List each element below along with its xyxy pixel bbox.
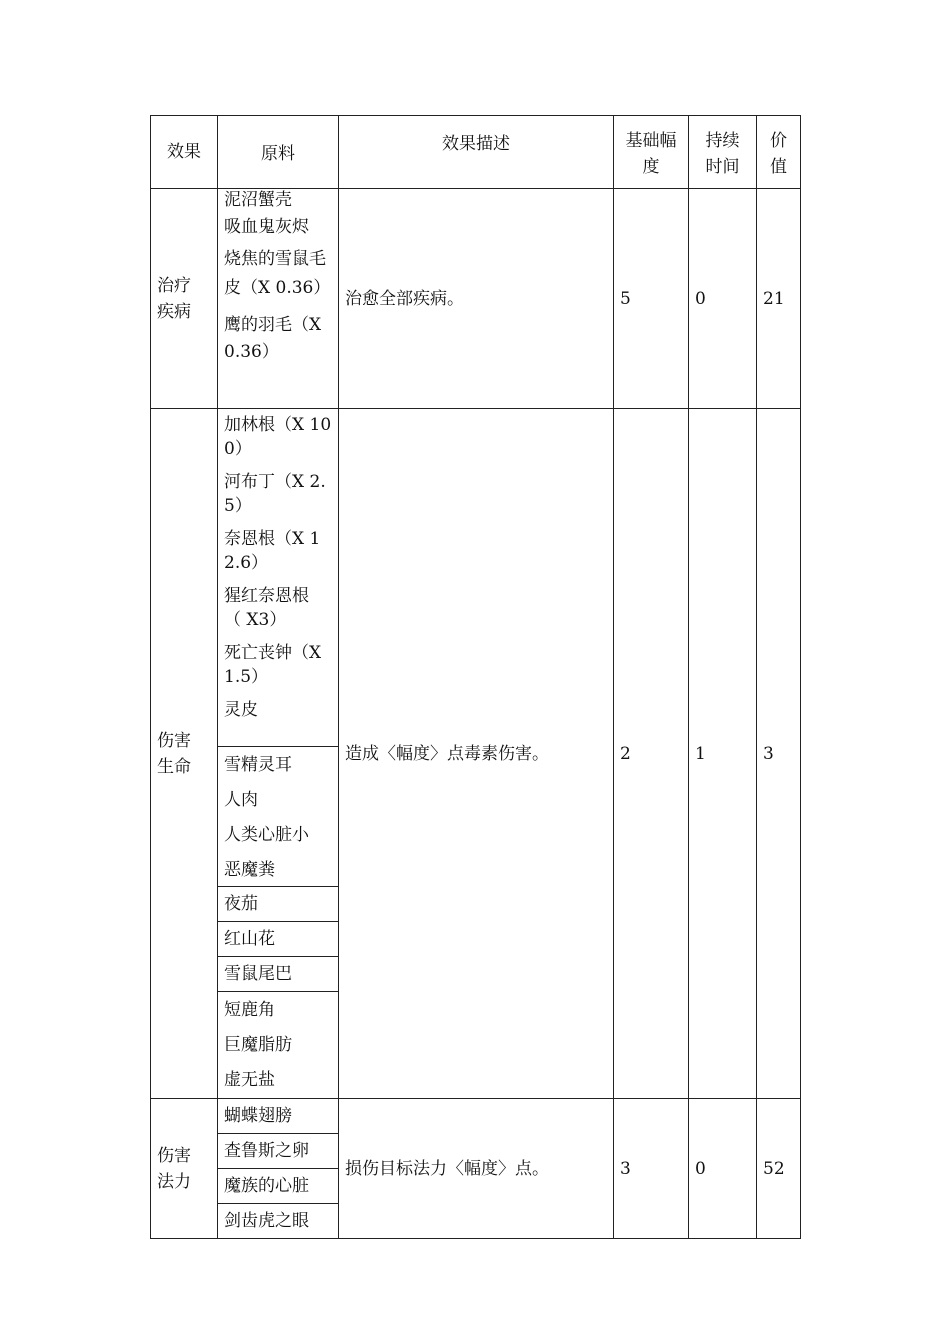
table-row — [151, 1099, 801, 1134]
duration-cell: 0 — [689, 1099, 757, 1239]
ingredients-cell — [218, 1134, 339, 1169]
ingredient: 泥沼蟹壳 — [224, 190, 292, 210]
ingredient: 恶魔粪 — [224, 860, 275, 880]
ingredients-cell — [218, 1204, 339, 1239]
ingredient: 短鹿角 — [224, 1000, 275, 1020]
ingredient: 奈恩根（X 12.6） — [224, 529, 321, 573]
ingredient: 河布丁（X 2.5） — [224, 472, 326, 516]
duration-cell: 0 — [689, 189, 757, 409]
value-cell: 3 — [757, 409, 801, 1099]
ingredient: 巨魔脂肪 — [224, 1035, 292, 1055]
ingredient: 烧焦的雪鼠毛皮（X 0.36） — [224, 249, 331, 298]
ingredient: 雪鼠尾巴 — [224, 964, 292, 984]
duration-cell: 1 — [689, 409, 757, 1099]
effect-cell: 治疗疾病 — [151, 189, 218, 409]
description-cell: 造成〈幅度〉点毒素伤害。 — [339, 409, 614, 1099]
alchemy-effects-table — [150, 115, 801, 1239]
value-cell: 52 — [757, 1099, 801, 1239]
header-base-magnitude: 基础幅度 — [614, 116, 689, 189]
table-header-row — [151, 116, 801, 189]
ingredients-cell — [218, 747, 339, 887]
ingredient: 魔族的心脏 — [224, 1176, 309, 1196]
table-row — [151, 189, 801, 409]
ingredients-cell — [218, 1099, 339, 1134]
value-cell: 21 — [757, 189, 801, 409]
effect-cell: 伤害法力 — [151, 1099, 218, 1239]
description-cell: 损伤目标法力〈幅度〉点。 — [339, 1099, 614, 1239]
ingredient: 加林根（X 100） — [224, 415, 332, 459]
ingredients-cell — [218, 1169, 339, 1204]
ingredient: 查鲁斯之卵 — [224, 1141, 309, 1161]
ingredient: 雪精灵耳 — [224, 755, 292, 775]
ingredient: 吸血鬼灰烬 — [224, 217, 309, 237]
ingredients-cell — [218, 957, 339, 992]
ingredient: 红山花 — [224, 929, 275, 949]
ingredient: 夜茄 — [224, 894, 258, 914]
ingredient: 鹰的羽毛（X 0.36） — [224, 315, 322, 362]
header-effect: 效果 — [151, 116, 218, 189]
ingredients-cell — [218, 992, 339, 1099]
base-magnitude-cell: 5 — [614, 189, 689, 409]
base-magnitude-cell: 3 — [614, 1099, 689, 1239]
ingredients-cell — [218, 922, 339, 957]
ingredient: 猩红奈恩根（ X3） — [224, 586, 309, 630]
ingredients-cell — [218, 409, 339, 747]
header-value: 价值 — [757, 116, 801, 189]
ingredients-cell — [218, 189, 339, 409]
ingredients-cell — [218, 887, 339, 922]
effect-cell: 伤害生命 — [151, 409, 218, 1099]
ingredient: 剑齿虎之眼 — [224, 1211, 309, 1231]
description-cell: 治愈全部疾病。 — [339, 189, 614, 409]
ingredient: 灵皮 — [224, 700, 258, 720]
table-row — [151, 409, 801, 747]
header-duration: 持续时间 — [689, 116, 757, 189]
ingredient: 蝴蝶翅膀 — [224, 1106, 292, 1126]
header-description: 效果描述 — [339, 116, 614, 189]
ingredient: 人肉 — [224, 790, 258, 810]
header-ingredients: 原料 — [218, 116, 339, 189]
ingredient: 虚无盐 — [224, 1070, 275, 1090]
ingredient: 人类心脏小 — [224, 825, 309, 845]
base-magnitude-cell: 2 — [614, 409, 689, 1099]
ingredient: 死亡丧钟（X 1.5） — [224, 643, 322, 687]
